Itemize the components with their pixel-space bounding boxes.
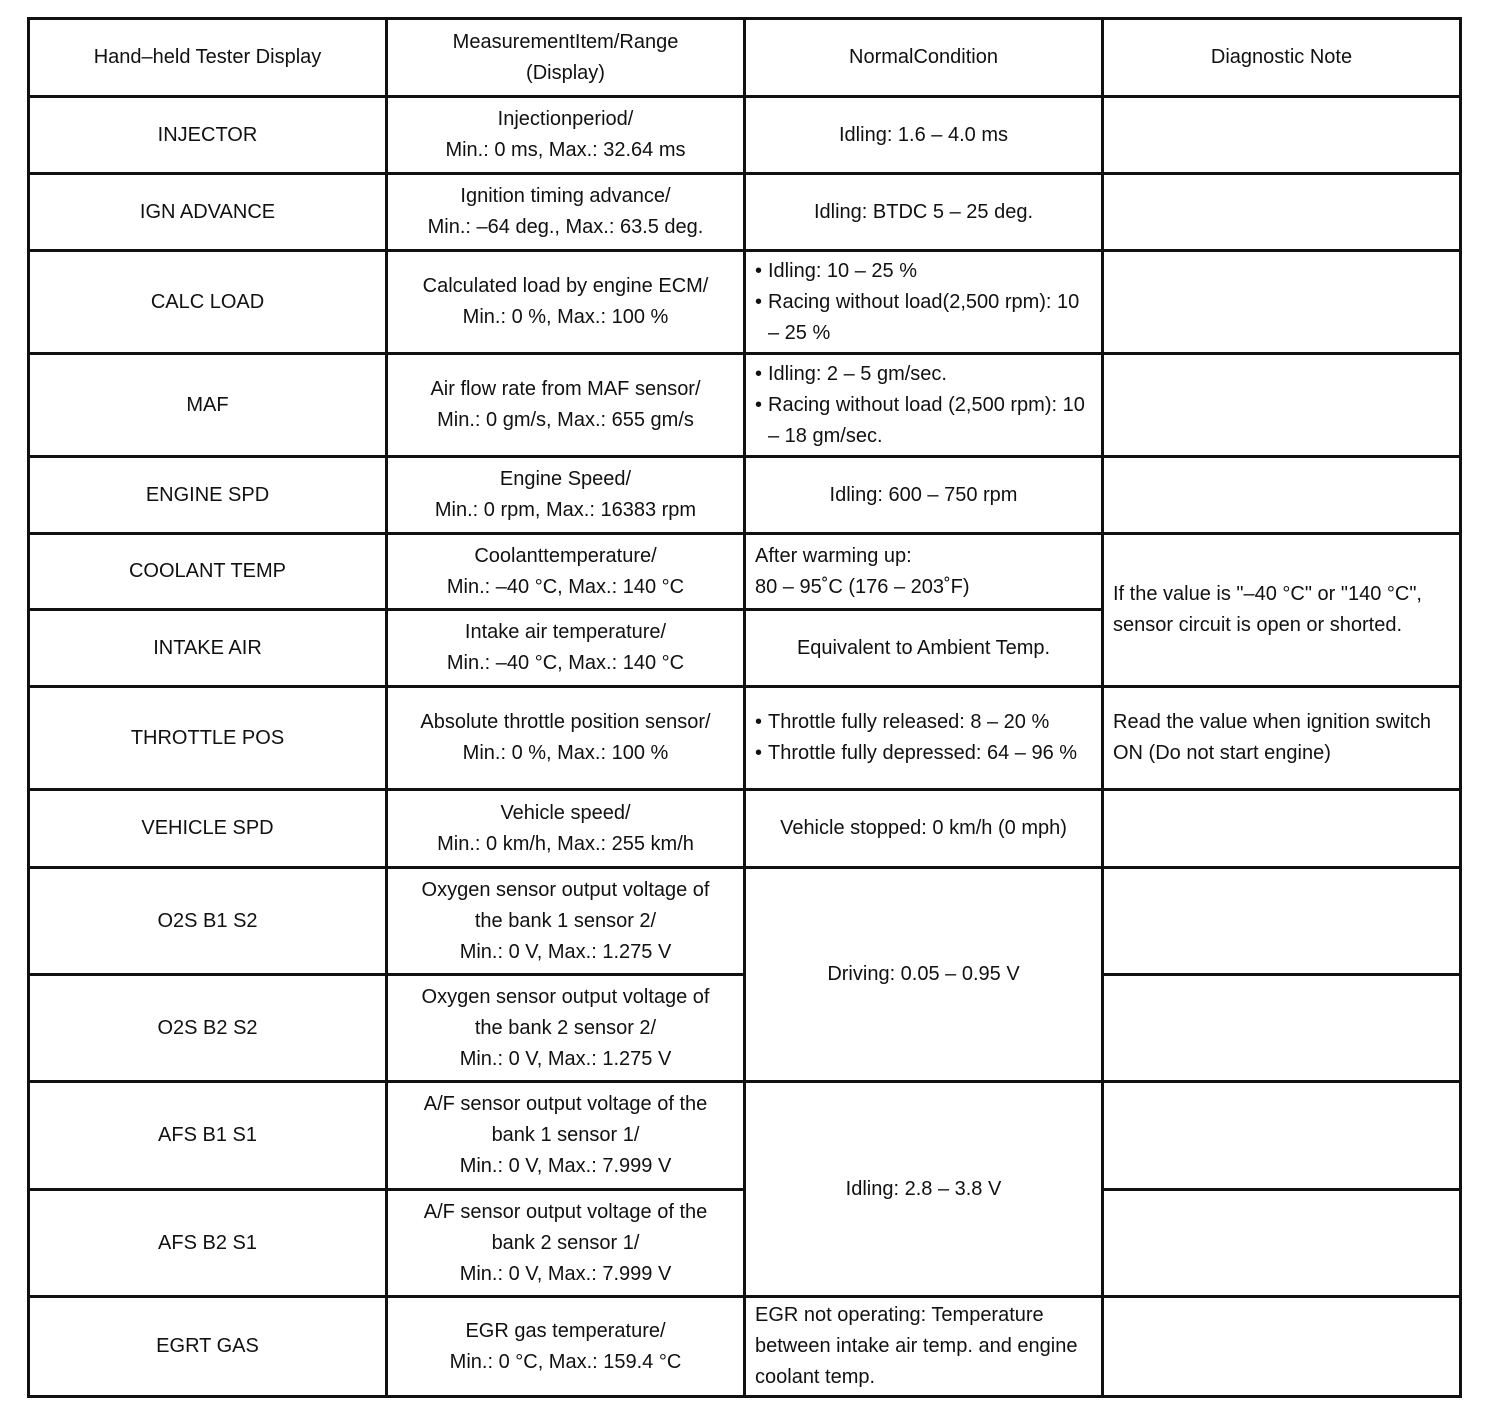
note-cell bbox=[1103, 354, 1461, 457]
measurement-line: Min.: 0 %, Max.: 100 % bbox=[462, 306, 669, 328]
normal-cell: Idling: 1.6 – 4.0 ms bbox=[745, 97, 1103, 174]
measurement-line: Absolute throttle position sensor/ bbox=[420, 711, 711, 733]
header-measurement bbox=[387, 19, 745, 97]
display-cell: THROTTLE POS bbox=[29, 687, 387, 790]
display-cell: AFS B1 S1 bbox=[29, 1082, 387, 1190]
measurement-line: Min.: –40 °C, Max.: 140 °C bbox=[446, 575, 685, 598]
normal-cell: Vehicle stopped: 0 km/h (0 mph) bbox=[745, 790, 1103, 868]
measurement-line: Air flow rate from MAF sensor/ bbox=[430, 378, 701, 400]
data-list-table bbox=[27, 17, 1462, 1398]
normal-bullet: • Racing without load (2,500 rpm): 10 – 18 gm/sec. bbox=[755, 390, 1092, 452]
table-row-coolant-temp bbox=[29, 534, 1461, 610]
table-row-vehicle-spd bbox=[29, 790, 1461, 868]
normal-cell: EGR not operating: Temperature between intake air temp. and engine coolant temp. bbox=[745, 1297, 1103, 1397]
table-row-calc-load bbox=[29, 251, 1461, 354]
display-cell: MAF bbox=[29, 354, 387, 457]
measurement-line: A/F sensor output voltage of the bbox=[423, 1200, 708, 1223]
normal-cell bbox=[745, 534, 1103, 610]
measurement-line: Min.: –40 °C, Max.: 140 °C bbox=[446, 652, 685, 674]
measurement-line: Min.: 0 V, Max.: 7.999 V bbox=[459, 1155, 672, 1177]
display-cell: CALC LOAD bbox=[29, 251, 387, 354]
measurement-line: Min.: –64 deg., Max.: 63.5 deg. bbox=[427, 216, 704, 238]
display-cell: IGN ADVANCE bbox=[29, 174, 387, 251]
table-row-ign-advance bbox=[29, 174, 1461, 251]
measurement-line: bank 2 sensor 1/ bbox=[491, 1231, 640, 1254]
measurement-line: the bank 2 sensor 2/ bbox=[474, 1016, 657, 1039]
measurement-line: the bank 1 sensor 2/ bbox=[474, 909, 657, 932]
display-cell: VEHICLE SPD bbox=[29, 790, 387, 868]
measurement-line: Min.: 0 V, Max.: 1.275 V bbox=[459, 1047, 672, 1070]
normal-line: After warming up: bbox=[755, 544, 912, 567]
measurement-cell bbox=[387, 354, 745, 457]
measurement-line: Engine Speed/ bbox=[499, 468, 632, 490]
normal-cell: Idling: BTDC 5 – 25 deg. bbox=[745, 174, 1103, 251]
table-row-engine-spd bbox=[29, 457, 1461, 534]
normal-cell bbox=[745, 354, 1103, 457]
normal-line: 80 – 95˚C (176 – 203˚F) bbox=[755, 575, 970, 598]
normal-cell bbox=[745, 251, 1103, 354]
measurement-line: Min.: 0 km/h, Max.: 255 km/h bbox=[437, 832, 694, 855]
normal-cell: Equivalent to Ambient Temp. bbox=[745, 610, 1103, 687]
normal-cell-o2s: Driving: 0.05 – 0.95 V bbox=[745, 868, 1103, 1082]
display-cell: ENGINE SPD bbox=[29, 457, 387, 534]
measurement-cell bbox=[387, 1190, 745, 1297]
measurement-line: A/F sensor output voltage of the bbox=[423, 1093, 708, 1115]
table-row-injector bbox=[29, 97, 1461, 174]
measurement-line: Min.: 0 ms, Max.: 32.64 ms bbox=[445, 139, 686, 161]
measurement-line: Oxygen sensor output voltage of bbox=[421, 878, 710, 901]
header-measurement-line2: (Display) bbox=[526, 61, 605, 84]
measurement-line: Min.: 0 °C, Max.: 159.4 °C bbox=[449, 1350, 682, 1373]
normal-bullet: • Idling: 10 – 25 % bbox=[755, 256, 1092, 287]
table-row-o2s-b1-s2 bbox=[29, 868, 1461, 975]
note-cell bbox=[1103, 1190, 1461, 1297]
note-cell bbox=[1103, 457, 1461, 534]
display-cell: AFS B2 S1 bbox=[29, 1190, 387, 1297]
normal-cell-afs: Idling: 2.8 – 3.8 V bbox=[745, 1082, 1103, 1297]
note-cell bbox=[1103, 790, 1461, 868]
note-cell-temperature: If the value is "–40 °C" or "140 °C", sensor circuit is open or shorted. bbox=[1103, 534, 1461, 687]
measurement-cell bbox=[387, 975, 745, 1082]
display-cell: INJECTOR bbox=[29, 97, 387, 174]
measurement-cell bbox=[387, 1297, 745, 1397]
measurement-line: Min.: 0 rpm, Max.: 16383 rpm bbox=[434, 499, 697, 521]
measurement-cell bbox=[387, 610, 745, 687]
measurement-line: Injectionperiod/ bbox=[497, 108, 634, 130]
normal-cell bbox=[745, 687, 1103, 790]
note-cell-throttle: Read the value when ignition switch ON (Do not start engine) bbox=[1103, 687, 1461, 790]
measurement-cell bbox=[387, 790, 745, 868]
table-row-maf bbox=[29, 354, 1461, 457]
table-row-throttle-pos bbox=[29, 687, 1461, 790]
measurement-cell bbox=[387, 251, 745, 354]
display-cell: O2S B1 S2 bbox=[29, 868, 387, 975]
header-row bbox=[29, 19, 1461, 97]
display-cell: EGRT GAS bbox=[29, 1297, 387, 1397]
normal-bullet: • Racing without load(2,500 rpm): 10 – 25 % bbox=[755, 287, 1092, 349]
header-note: Diagnostic Note bbox=[1103, 19, 1461, 97]
measurement-line: Vehicle speed/ bbox=[500, 801, 631, 824]
note-cell bbox=[1103, 251, 1461, 354]
measurement-cell bbox=[387, 687, 745, 790]
measurement-line: Min.: 0 V, Max.: 7.999 V bbox=[459, 1262, 672, 1285]
measurement-line: EGR gas temperature/ bbox=[465, 1319, 666, 1342]
measurement-cell bbox=[387, 174, 745, 251]
header-display: Hand–held Tester Display bbox=[29, 19, 387, 97]
measurement-cell bbox=[387, 1082, 745, 1190]
normal-bullet: • Idling: 2 – 5 gm/sec. bbox=[755, 359, 1092, 390]
note-cell bbox=[1103, 97, 1461, 174]
note-cell bbox=[1103, 174, 1461, 251]
measurement-line: Min.: 0 V, Max.: 1.275 V bbox=[459, 940, 672, 963]
measurement-line: Min.: 0 gm/s, Max.: 655 gm/s bbox=[437, 409, 694, 431]
measurement-line: Ignition timing advance/ bbox=[460, 185, 671, 207]
normal-bullet: • Throttle fully depressed: 64 – 96 % bbox=[755, 738, 1092, 769]
measurement-line: Min.: 0 %, Max.: 100 % bbox=[462, 742, 669, 764]
note-cell bbox=[1103, 1082, 1461, 1190]
normal-bullet: • Throttle fully released: 8 – 20 % bbox=[755, 707, 1092, 738]
measurement-line: bank 1 sensor 1/ bbox=[491, 1124, 640, 1146]
measurement-line: Calculated load by engine ECM/ bbox=[422, 275, 709, 297]
measurement-line: Oxygen sensor output voltage of bbox=[421, 985, 710, 1008]
display-cell: INTAKE AIR bbox=[29, 610, 387, 687]
table-row-egrt-gas bbox=[29, 1297, 1461, 1397]
normal-cell: Idling: 600 – 750 rpm bbox=[745, 457, 1103, 534]
display-cell: O2S B2 S2 bbox=[29, 975, 387, 1082]
note-cell bbox=[1103, 868, 1461, 975]
measurement-cell bbox=[387, 97, 745, 174]
measurement-cell bbox=[387, 868, 745, 975]
measurement-cell bbox=[387, 534, 745, 610]
table-row-afs-b1-s1 bbox=[29, 1082, 1461, 1190]
measurement-line: Coolanttemperature/ bbox=[474, 544, 657, 567]
measurement-cell bbox=[387, 457, 745, 534]
header-measurement-line1: MeasurementItem/Range bbox=[452, 30, 679, 53]
display-cell: COOLANT TEMP bbox=[29, 534, 387, 610]
measurement-line: Intake air temperature/ bbox=[464, 621, 667, 643]
note-cell bbox=[1103, 1297, 1461, 1397]
note-cell bbox=[1103, 975, 1461, 1082]
header-normal: NormalCondition bbox=[745, 19, 1103, 97]
